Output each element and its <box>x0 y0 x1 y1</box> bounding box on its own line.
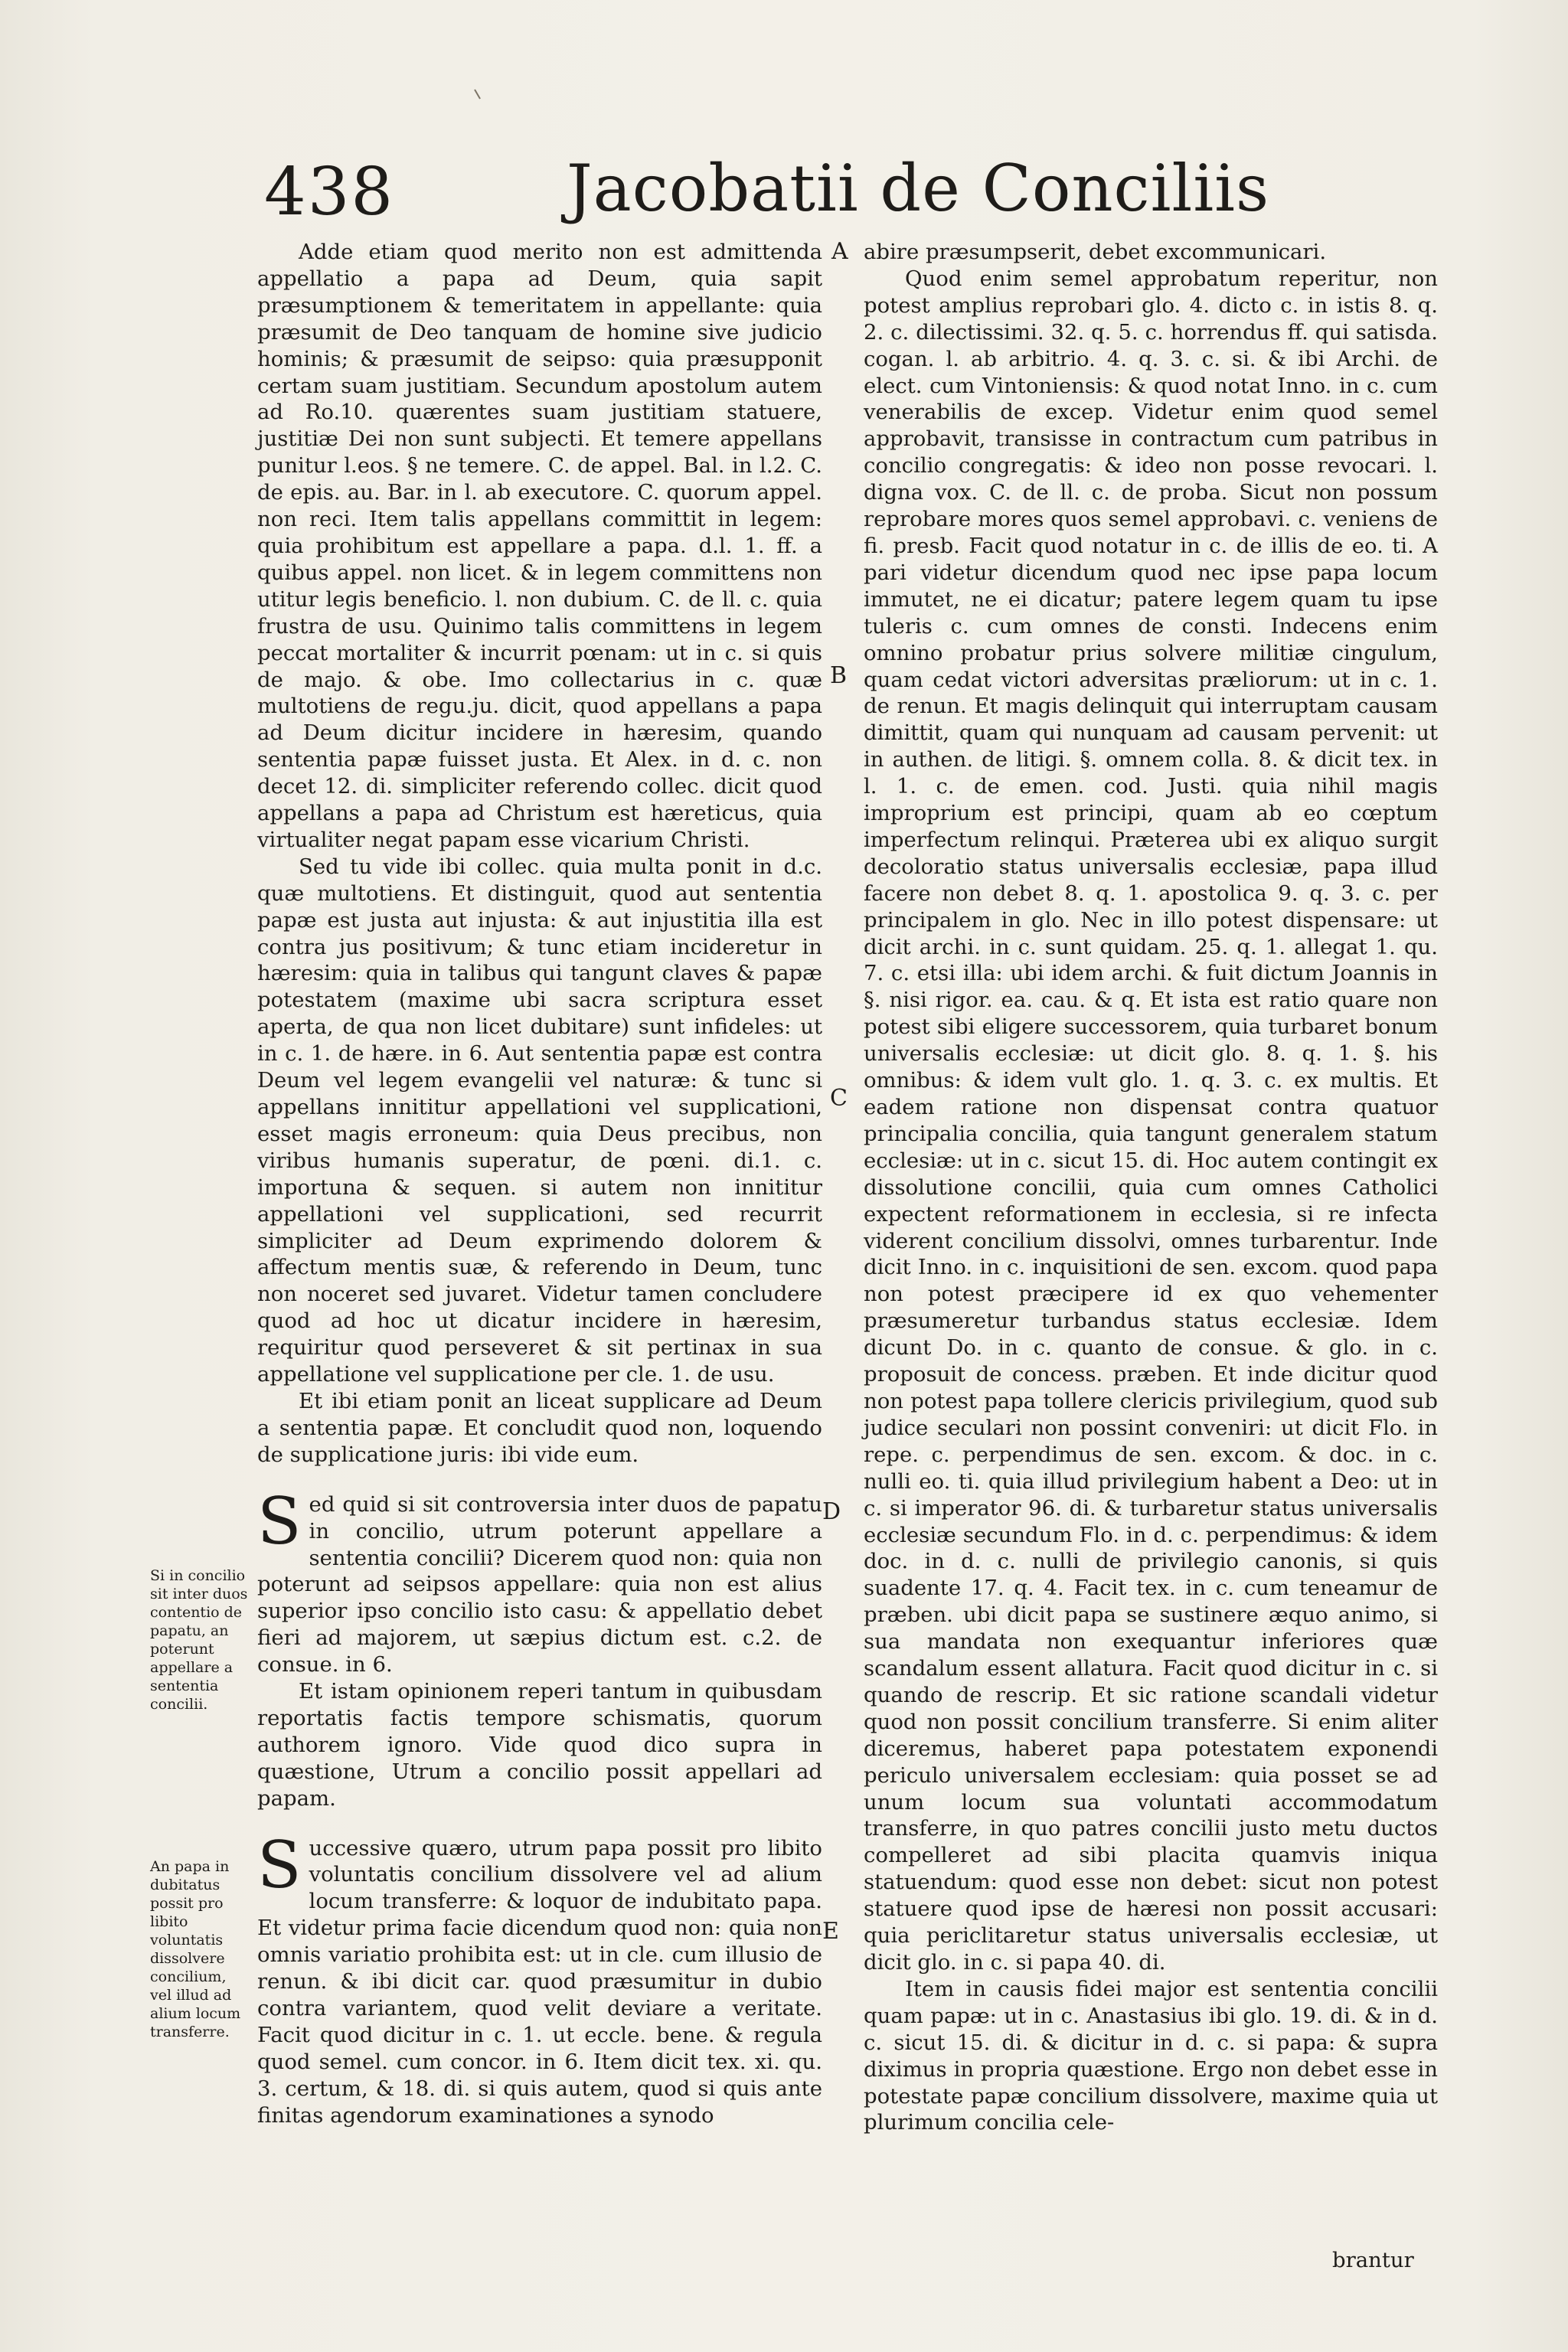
drop-cap-s: S <box>257 1483 302 1559</box>
paragraph-controversy-papacy <box>257 1483 822 1678</box>
left-text-column <box>257 239 822 2129</box>
margin-letter-e: E <box>822 1918 839 1945</box>
paragraph-causis-fidei: Item in causis fidei major est sententia concilii quam papæ: ut in c. Anastasius ibi glo. 19. di. & in d. c. sicut 15. di. & dicitur in d. c. si papa: & supra diximus in propria quæstione. Ergo non debet esse in potestate papæ concilium dissolvere, maxime quia ut plurimum concilia cele- <box>864 1976 1438 2135</box>
paragraph-supplication: Et ibi etiam ponit an liceat supplicare ad Deum a sententia papæ. Et concludit quod non, loquendo de supplicatione juris: ibi vide eum. <box>257 1388 822 1467</box>
page-number: 438 <box>264 154 395 230</box>
catchword: brantur <box>1332 2248 1414 2272</box>
margin-letter-d: D <box>822 1498 841 1525</box>
side-note-dissolve-council: An papa in dubitatus possit pro libito voluntatis dissolvere concilium, vel illud ad alium locum transferre. <box>150 1858 241 2040</box>
paragraph-continuation: abire præsumpserit, debet excommunicari. <box>864 240 1327 264</box>
margin-letter-a: A <box>831 238 848 265</box>
drop-cap-s-second: S <box>257 1827 302 1903</box>
paragraph-successive-text: uccessive quæro, utrum papa possit pro libito voluntatis concilium dissolvere vel ad alium locum transferre: & loquor de indubitato papa. Et videtur prima facie dicendum quod non: quia non omnis variatio prohibita est: ut in cle. cum illusio de renun. & ibi dicit car. quod præsumitur in dubio contra variantem, quod velit deviare a veritate. Facit quod dicitur in c. 1. ut eccle. bene. & regula quod semel. cum concor. in 6. Item dicit tex. xi. qu. 3. certum, & 18. di. si quis autem, quod si quis ante finitas agendorum examinationes a synodo <box>257 1835 822 2128</box>
margin-letter-b: B <box>830 662 848 689</box>
paragraph-opinion-schism: Et istam opinionem reperi tantum in quibusdam reportatis factis tempore schismatis, quorum authorem ignoro. Vide quod dico supra in quæstione, Utrum a concilio possit appellari ad papam. <box>257 1679 822 1811</box>
paragraph-appeal-to-god: Adde etiam quod merito non est admittenda appellatio a papa ad Deum, quia sapit præsumptionem & temeritatem in appellante: quia præsumit de Deo tanquam de homine sive judicio hominis; & præsumit de seipso: quia præsupponit certam suam justitiam. Secundum apostolum autem ad Ro.10. quærentes suam justitiam statuere, justitiæ Dei non sunt subjecti. Et temere appellans punitur l.eos. § ne temere. C. de appel. Bal. in l.2. C. de epis. au. Bar. in l. ab executore. C. quorum appel. non reci. Item talis appellans committit in legem: quia prohibitum est appellare a papa. d.l. 1. ff. a quibus appel. non licet. & in legem committens non utitur legis beneficio. l. non dubium. C. de ll. c. quia frustra de usu. Quinimo talis committens in legem peccat mortaliter & incurrit pœnam: ut in c. si quis de majo. & obe. Imo collectarius in c. quæ multotiens de regu.ju. dicit, quod appellans a papa ad Deum dicitur incidere in hæresim, quando sententia papæ fuisset justa. Et Alex. in d. c. non decet 12. di. simpliciter referendo collec. dicit quod appellans a papa ad Christum est hæreticus, quia virtualiter negat papam esse vicarium Christi. <box>257 240 822 852</box>
side-note-controversy: Si in concilio sit inter duos contentio de papatu, an poterunt appellare a sententia concilii. <box>150 1567 248 1713</box>
right-text-column <box>864 239 1438 2136</box>
running-title: Jacobatii de Conciliis <box>567 151 1270 226</box>
paragraph-semel-approbatum: Quod enim semel approbatum reperitur, non potest amplius reprobari glo. 4. dicto c. in istis 8. q. 2. c. dilectissimi. 32. q. 5. c. horrendus ff. qui satisda. cogan. l. ab arbitrio. 4. q. 3. c. si. & ibi Archi. de elect. cum Vintoniensis: & quod notat Inno. in c. cum venerabilis de excep. Videtur enim quod semel approbavit, transisse in contractum cum patribus in concilio congregatis: & ideo non posse revocari. l. digna vox. C. de ll. c. de proba. Sicut non possum reprobare mores quos semel approbavi. c. veniens de fi. presb. Facit quod notatur in c. de illis de eo. ti. A pari videtur dicendum quod nec ipse papa locum immutet, ne ei dicatur; patere legem quam tu ipse tuleris c. cum omnes de consti. Indecens enim omnino probatur prius solvere militiæ cingulum, quam cedat victori adversitas præliorum: ut in c. 1. de renun. Et magis delinquit qui interruptam causam dimittit, quam qui nunquam ad causam pervenit: ut in authen. de litigi. §. omnem colla. 8. & dicit tex. in l. 1. c. de emen. cod. Justi. quia nihil magis improprium est principi, quam ab eo cœptum imperfectum relinqui. Præterea ubi ex aliquo surgit decoloratio status universalis ecclesiæ, papa illud facere non debet 8. q. 1. apostolica 9. q. 3. c. per principalem in glo. Nec in illo potest dispensare: ut dicit archi. in c. sunt quidam. 25. q. 1. allegat 1. qu. 7. c. etsi illa: ubi idem archi. & fuit dictum Joannis in §. nisi rigor. ea. cau. & q. Et ista est ratio quare non potest sibi eligere successorem, quia turbaret bonum universalis ecclesiæ: ut dicit glo. 8. q. 1. §. his omnibus: & idem vult glo. 1. q. 3. c. ex multis. Et eadem ratione non dispensat contra quatuor principalia concilia, quia tangunt generalem statum ecclesiæ: ut in c. sicut 15. di. Hoc autem contingit ex dissolutione concilii, quia cum omnes Catholici expectent reformationem in ecclesia, si re infecta viderent concilium dissolvi, omnes turbarentur. Inde dicit Inno. in c. inquisitioni de sen. excom. quod papa non potest præcipere id ex quo vehementer præsumeretur turbandus status ecclesiæ. Idem dicunt Do. in c. quanto de consue. & glo. in c. proposuit de concess. præben. Et inde dicitur quod non potest papa tollere clericis privilegium, quod sub judice seculari non possint conveniri: ut dicit Flo. in repe. c. perpendimus de sen. excom. & doc. in c. nulli eo. ti. quia illud privilegium habent a Deo: ut in c. si imperator 96. di. & turbaretur status universalis ecclesiæ secundum Flo. in d. c. perpendimus: & idem doc. in d. c. nulli de privilegio canonis, si quis suadente 17. q. 4. Facit tex. in c. cum teneamur de præben. ubi dicit papa se sustinere æquo animo, si sua mandata non exequantur inferiores quæ scandalum essent allatura. Facit quod dicitur in c. si quando de rescrip. Et sic ratione scandali videtur quod non possit concilium transferre. Si enim aliter diceremus, haberet papa potestatem exponendi periculo universalem ecclesiam: quia posset se ad unum locum sua voluntati accommodatum transferre, in quo patres concilii justo metu ductos compelleret ad sibi placita quamvis iniqua statuendum: quod esse non debet: sicut non potest statuere quod ipse de hæresi non possit accusari: quia periclitaretur status universalis ecclesiæ, ut dicit glo. in c. si papa 40. di. <box>864 266 1438 1975</box>
paragraph-successive-question <box>257 1827 822 2129</box>
margin-letter-c: C <box>830 1085 848 1112</box>
ink-speck <box>474 86 486 99</box>
paragraph-collectarius: Sed tu vide ibi collec. quia multa ponit in d.c. quæ multotiens. Et distinguit, quod aut sententia papæ est justa aut injusta: & aut injustitia illa est contra jus positivum; & tunc etiam incideretur in hæresim: quia in talibus qui tangunt claves & papæ potestatem (maxime ubi sacra scriptura esset aperta, de qua non licet dubitare) sunt infideles: ut in c. 1. de hære. in 6. Aut sententia papæ est contra Deum vel legem evangelii vel naturæ: & tunc si appellans innititur appellationi vel supplicationi, esset magis erroneum: quia Deus precibus, non viribus humanis superatur, de pœni. di.1. c. importuna & sequen. si autem non innititur appellationi vel supplicationi, sed recurrit simpliciter ad Deum exprimendo dolorem & affectum mentis suæ, & referendo in Deum, tunc non noceret sed juvaret. Videtur tamen concludere quod ad hoc ut dicatur incidere in hæresim, requiritur quod perseveret & sit pertinax in sua appellatione vel supplicatione per cle. 1. de usu. <box>257 854 822 1387</box>
paragraph-controversy-text: ed quid si sit controversia inter duos de papatu in concilio, utrum poterunt appellare a sententia concilii? Dicerem quod non: quia non poterunt ad seipsos appellare: quia non est alius superior ipso concilio isto casu: & appellatio debet fieri ad majorem, ut sæpius dictum est. c.2. de consue. in 6. <box>257 1491 822 1677</box>
